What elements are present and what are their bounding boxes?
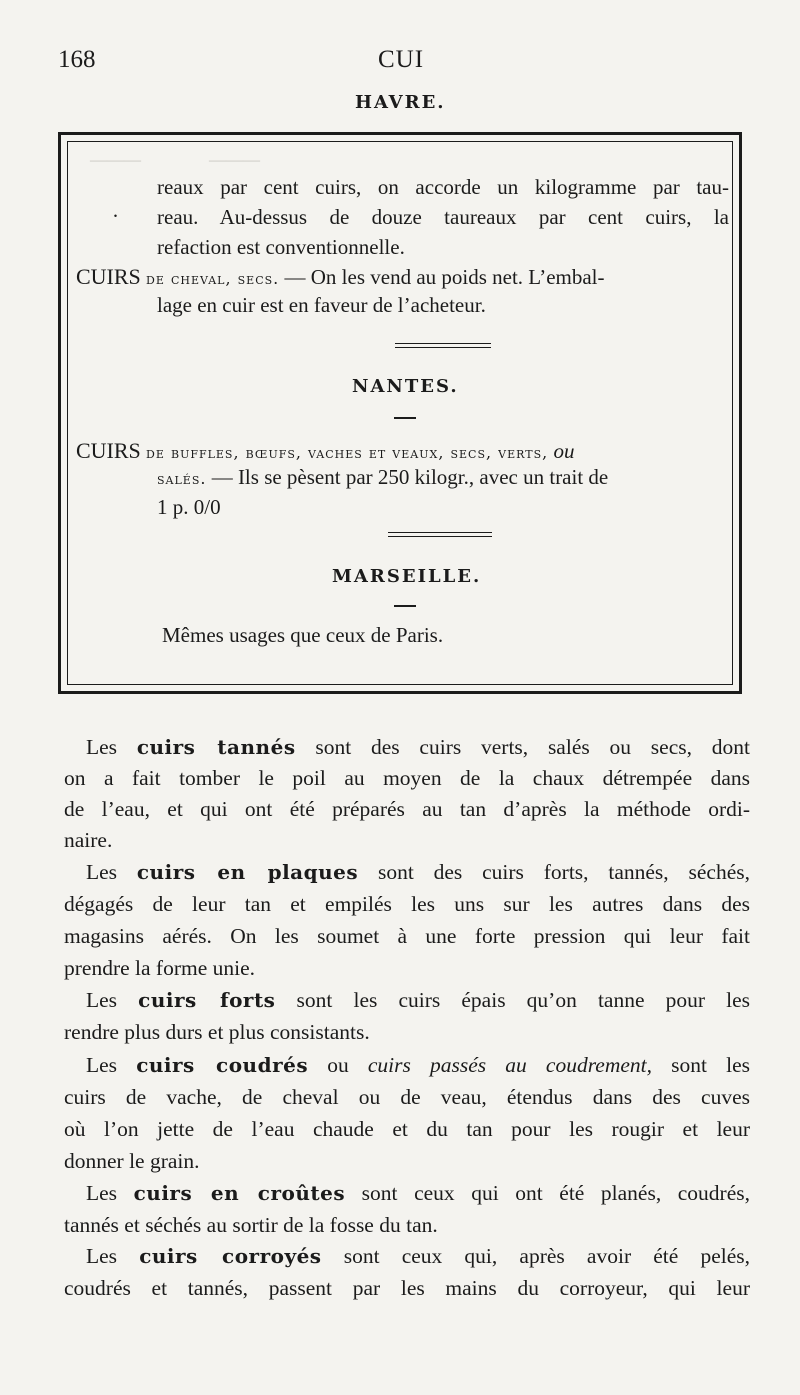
entry-text: — Ils se pèsent par 250 kilogr., avec un trait de: [206, 465, 609, 489]
paragraph-line: rendre plus durs et plus consistants.: [64, 1020, 370, 1044]
text: Les: [86, 1244, 140, 1268]
buffles-text-line: [157, 467, 729, 488]
section-title-nantes: NANTES.: [352, 376, 459, 397]
section-title-marseille: MARSEILLE.: [332, 566, 482, 587]
term-bold: cuirs en plaques: [136, 860, 359, 884]
text: Les: [86, 735, 137, 759]
entry-subhead: de buffles, bœufs, vaches et veaux, secs, verts,: [146, 443, 549, 462]
entry-subhead: salés.: [157, 469, 207, 488]
divider-rule: [388, 532, 492, 533]
text: Les: [86, 860, 137, 884]
entry-subhead: de cheval, secs.: [146, 269, 280, 288]
term-bold: cuirs coudrés: [136, 1053, 309, 1077]
havre-text-line: reau. Au-dessus de douze taureaux par cent cuirs, la: [157, 205, 729, 229]
show-through-decoration: ——— ———: [90, 150, 260, 169]
paragraph-corroyes-line: [86, 1246, 750, 1268]
divider-rule: [395, 343, 491, 344]
paragraph-coudres-line: [86, 1055, 750, 1077]
paragraph-tannes-line: [86, 737, 750, 759]
paragraph-line: cuirs de vache, de cheval ou de veau, étendus dans des cuves: [64, 1085, 750, 1109]
havre-text-line: reaux par cent cuirs, on accorde un kilogramme par tau-: [157, 175, 729, 199]
paragraph-plaques-line: [86, 862, 750, 884]
text: ou: [308, 1053, 368, 1077]
term-bold: cuirs tannés: [136, 735, 296, 759]
text: Les: [86, 988, 139, 1012]
section-title-havre: HAVRE.: [355, 92, 446, 113]
paragraph-line: prendre la forme unie.: [64, 956, 256, 980]
paragraph-line: tannés et séchés au sortir de la fosse du tan.: [64, 1213, 438, 1237]
divider-rule: [388, 536, 492, 537]
page-number: 168: [58, 46, 96, 73]
entry-head: CUIRS: [76, 264, 141, 289]
paragraph-line: magasins aérés. On les soumet à une forte pression qui leur fait: [64, 924, 750, 948]
text: Les: [86, 1053, 137, 1077]
paragraph-croutes-line: [86, 1183, 750, 1205]
text: sont ceux qui ont été planés, coudrés,: [345, 1181, 750, 1205]
text: sont les cuirs épais qu’on tanne pour les: [275, 988, 751, 1012]
running-head: CUI: [378, 46, 425, 73]
paragraph-line: naire.: [64, 828, 113, 852]
term-italic: cuirs passés au coudrement,: [367, 1053, 653, 1077]
buffles-text-line: 1 p. 0/0: [157, 495, 221, 519]
cheval-entry: [76, 266, 729, 288]
text: Les: [86, 1181, 134, 1205]
buffles-entry: [76, 440, 729, 462]
paragraph-line: de l’eau, et qui ont été préparés au tan d’après la méthode ordi-: [64, 797, 750, 821]
text: sont ceux qui, après avoir été pelés,: [321, 1244, 750, 1268]
paragraph-line: dégagés de leur tan et empilés les uns sur les autres dans des: [64, 892, 750, 916]
paragraph-line: donner le grain.: [64, 1149, 200, 1173]
term-bold: cuirs forts: [138, 988, 276, 1012]
text: sont les: [652, 1053, 751, 1077]
entry-italic: ou: [553, 439, 575, 463]
term-bold: cuirs en croûtes: [133, 1181, 346, 1205]
entry-text: — On les vend au poids net. L’embal-: [279, 265, 605, 289]
term-bold: cuirs corroyés: [139, 1244, 322, 1268]
havre-text-line: refaction est conventionnelle.: [157, 235, 405, 259]
paragraph-line: où l’on jette de l’eau chaude et du tan pour les rougir et leur: [64, 1117, 750, 1141]
bullet-mark: ·: [112, 204, 119, 228]
short-dash: [394, 417, 416, 419]
divider-rule: [395, 347, 491, 348]
entry-head: CUIRS: [76, 438, 141, 463]
text: sont des cuirs forts, tannés, séchés,: [358, 860, 750, 884]
text: sont des cuirs verts, salés ou secs, dont: [295, 735, 750, 759]
cheval-text-line: lage en cuir est en faveur de l’acheteur.: [157, 293, 486, 317]
paragraph-forts-line: [86, 990, 750, 1012]
short-dash: [394, 605, 416, 607]
paragraph-line: on a fait tomber le poil au moyen de la chaux détrempée dans: [64, 766, 750, 790]
marseille-text: Mêmes usages que ceux de Paris.: [162, 623, 444, 647]
paragraph-line: coudrés et tannés, passent par les mains du corroyeur, qui leur: [64, 1276, 750, 1300]
